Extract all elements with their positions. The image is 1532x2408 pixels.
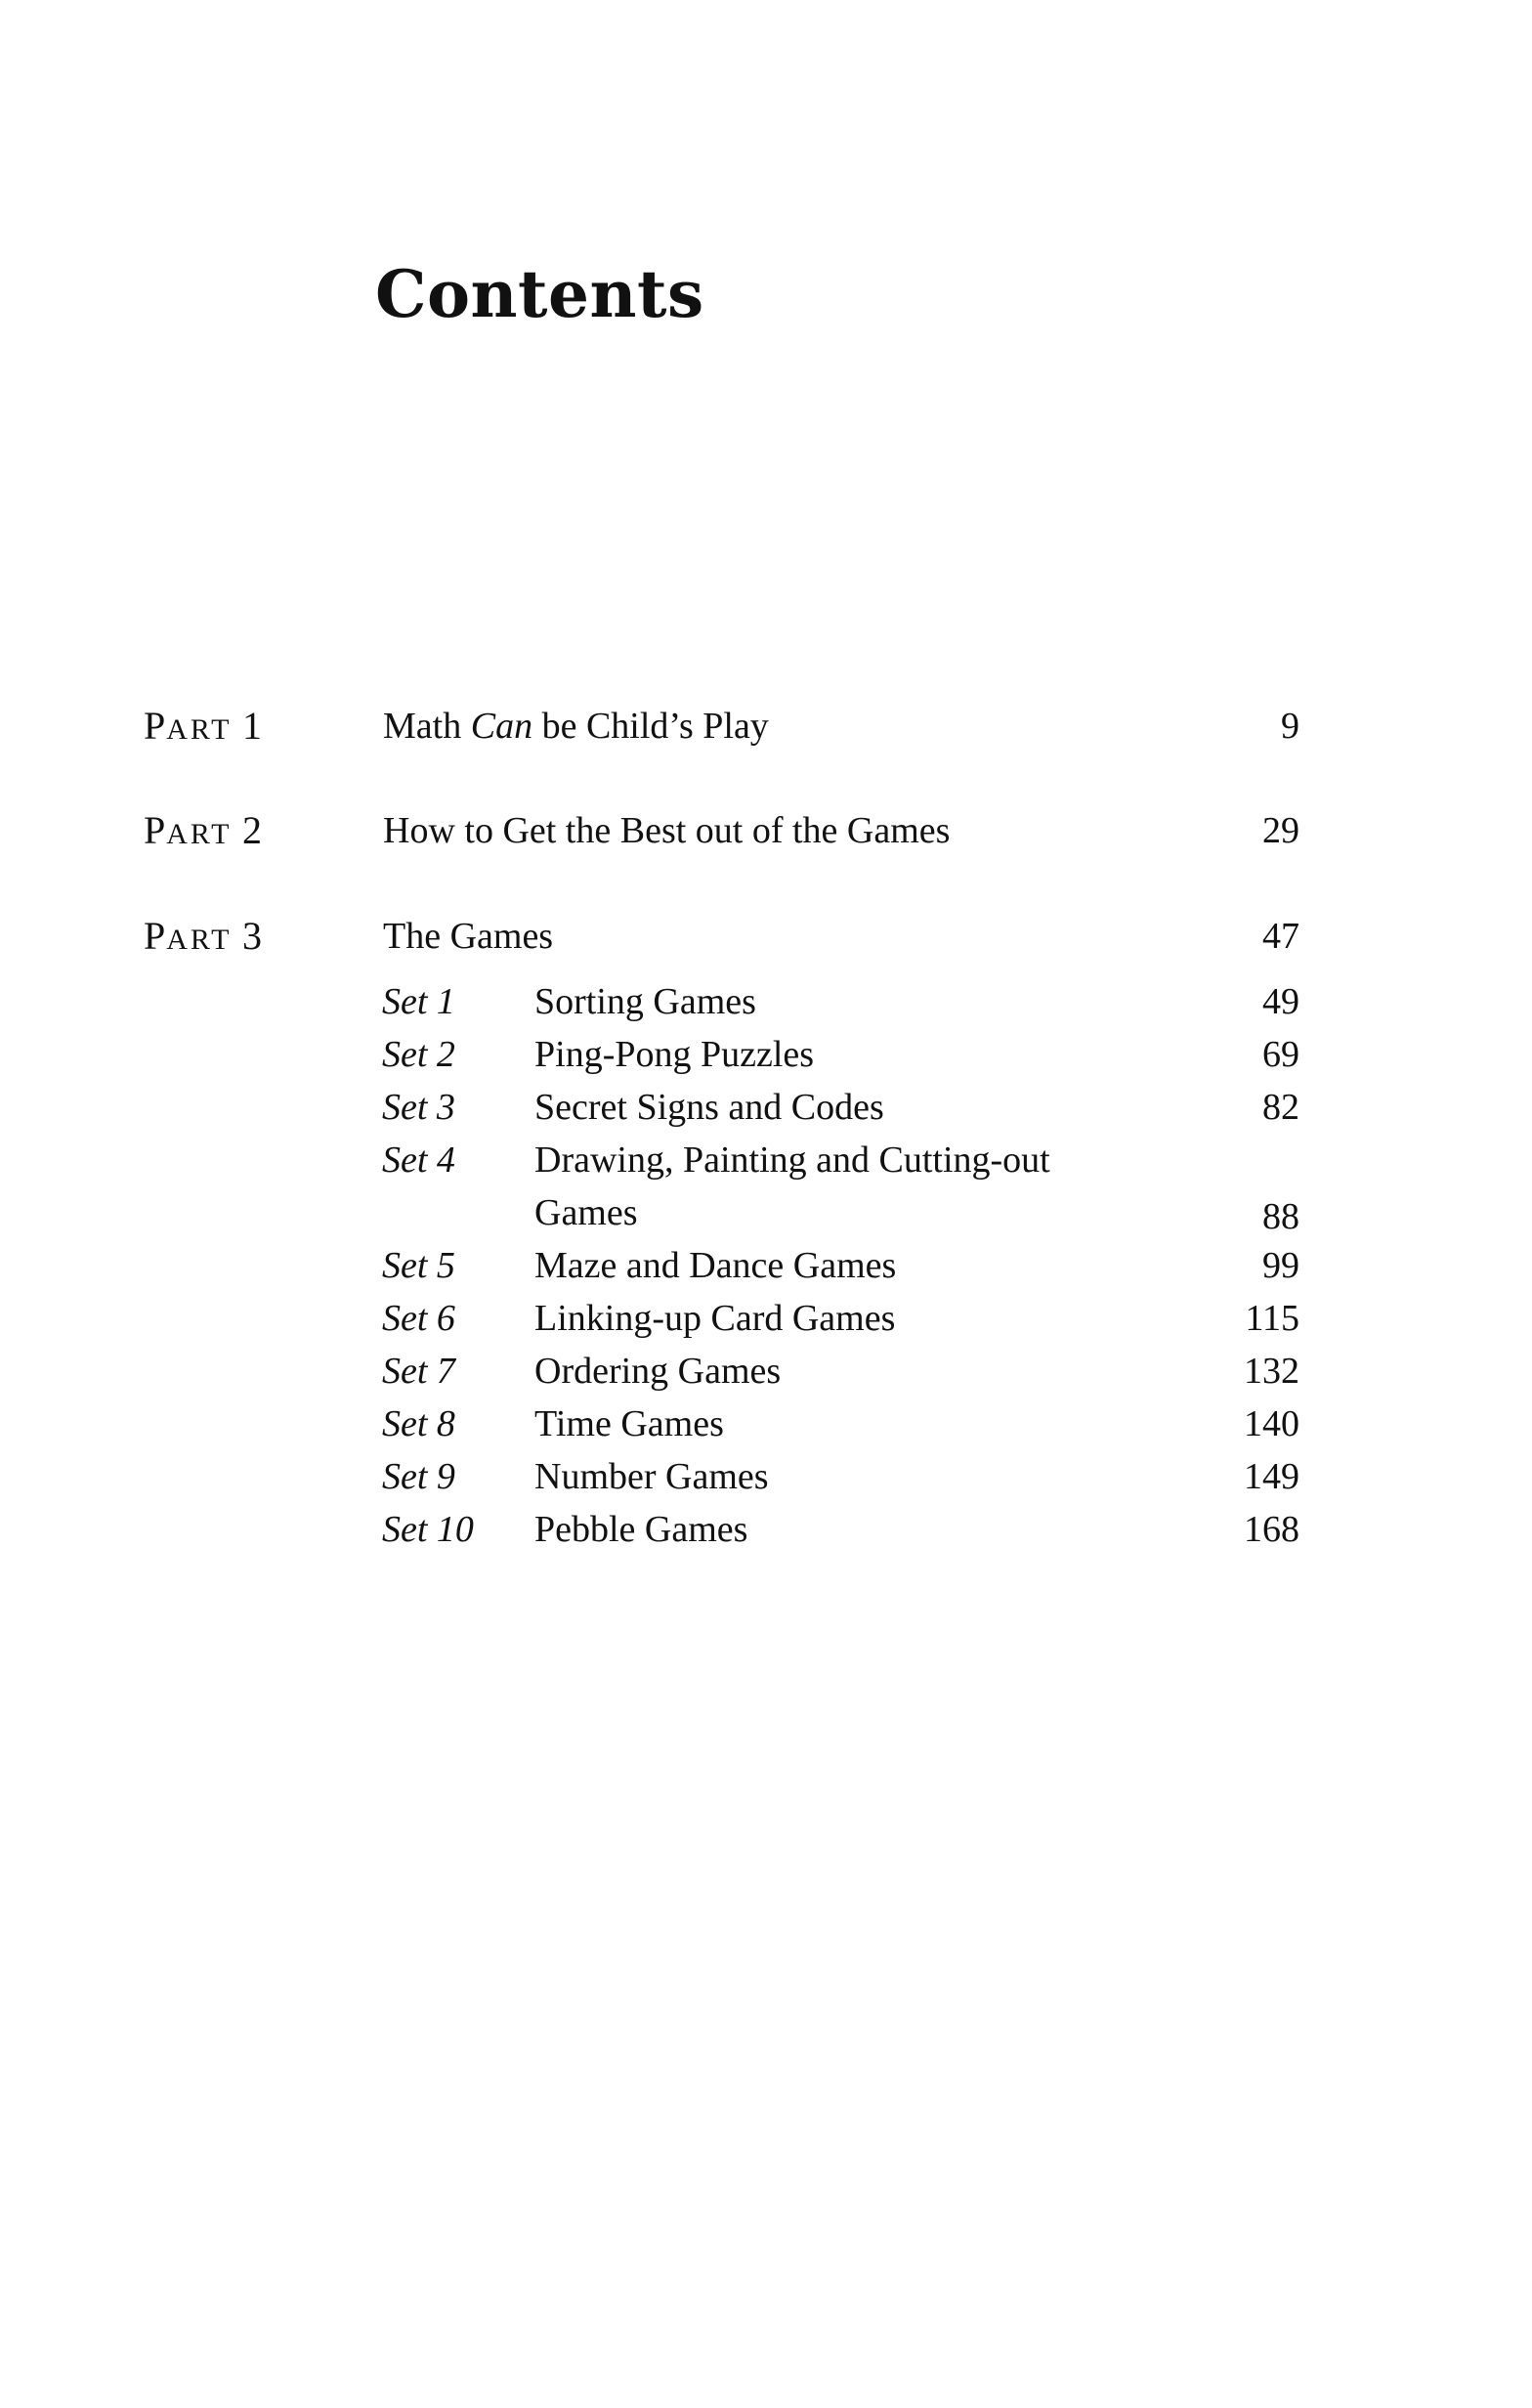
page-number: 140 — [1244, 1403, 1299, 1444]
set-label: Set 6 — [382, 1298, 455, 1339]
set-label: Set 2 — [382, 1034, 455, 1075]
toc-set-row — [382, 977, 1299, 1026]
set-label: Set 4 — [382, 1140, 455, 1181]
set-title: Maze and Dance Games — [534, 1245, 897, 1286]
toc-set-row — [382, 1136, 1299, 1241]
page-number: 99 — [1262, 1245, 1299, 1286]
toc-part-2 — [144, 806, 1299, 855]
toc-set-row — [382, 1347, 1299, 1396]
set-title: Time Games — [534, 1403, 724, 1444]
set-title: Linking-up Card Games — [534, 1298, 896, 1339]
part-title: Math Can be Child’s Play — [383, 706, 769, 747]
part-label: PART 2 — [144, 808, 263, 852]
set-title: Number Games — [534, 1456, 769, 1497]
set-title: Drawing, Painting and Cutting-out Games — [534, 1140, 1050, 1233]
set-label: Set 8 — [382, 1403, 455, 1444]
set-title: Pebble Games — [534, 1509, 748, 1550]
set-title: Sorting Games — [534, 981, 756, 1022]
part-title: How to Get the Best out of the Games — [383, 810, 951, 851]
toc-set-row — [382, 1294, 1299, 1343]
set-label: Set 9 — [382, 1456, 455, 1497]
page-number: 168 — [1244, 1509, 1299, 1550]
set-label: Set 7 — [382, 1351, 455, 1392]
set-title: Ordering Games — [534, 1351, 782, 1392]
set-title: Ping-Pong Puzzles — [534, 1034, 815, 1075]
page-number: 29 — [1262, 810, 1299, 851]
page-number: 49 — [1262, 981, 1299, 1022]
page-number: 69 — [1262, 1034, 1299, 1075]
set-label: Set 10 — [382, 1509, 474, 1550]
page-number: 88 — [1262, 1196, 1299, 1237]
toc-set-row — [382, 1083, 1299, 1132]
set-label: Set 5 — [382, 1245, 455, 1286]
page-title: Contents — [375, 256, 704, 332]
page-number: 115 — [1245, 1298, 1299, 1339]
toc-set-row — [382, 1505, 1299, 1554]
toc-part-1 — [144, 702, 1299, 751]
toc-set-row — [382, 1452, 1299, 1501]
toc-set-row — [382, 1399, 1299, 1448]
part-title: The Games — [383, 916, 554, 957]
toc-set-row — [382, 1030, 1299, 1079]
set-title: Secret Signs and Codes — [534, 1087, 884, 1128]
set-label: Set 3 — [382, 1087, 455, 1128]
page-number: 149 — [1244, 1456, 1299, 1497]
toc-set-row — [382, 1241, 1299, 1290]
page-number: 47 — [1262, 916, 1299, 957]
toc-part-3 — [144, 912, 1299, 961]
set-label: Set 1 — [382, 981, 455, 1022]
page-number: 9 — [1281, 706, 1299, 747]
part-label: PART 1 — [144, 704, 263, 748]
page-number: 132 — [1244, 1351, 1299, 1392]
part-label: PART 3 — [144, 914, 263, 958]
page-number: 82 — [1262, 1087, 1299, 1128]
